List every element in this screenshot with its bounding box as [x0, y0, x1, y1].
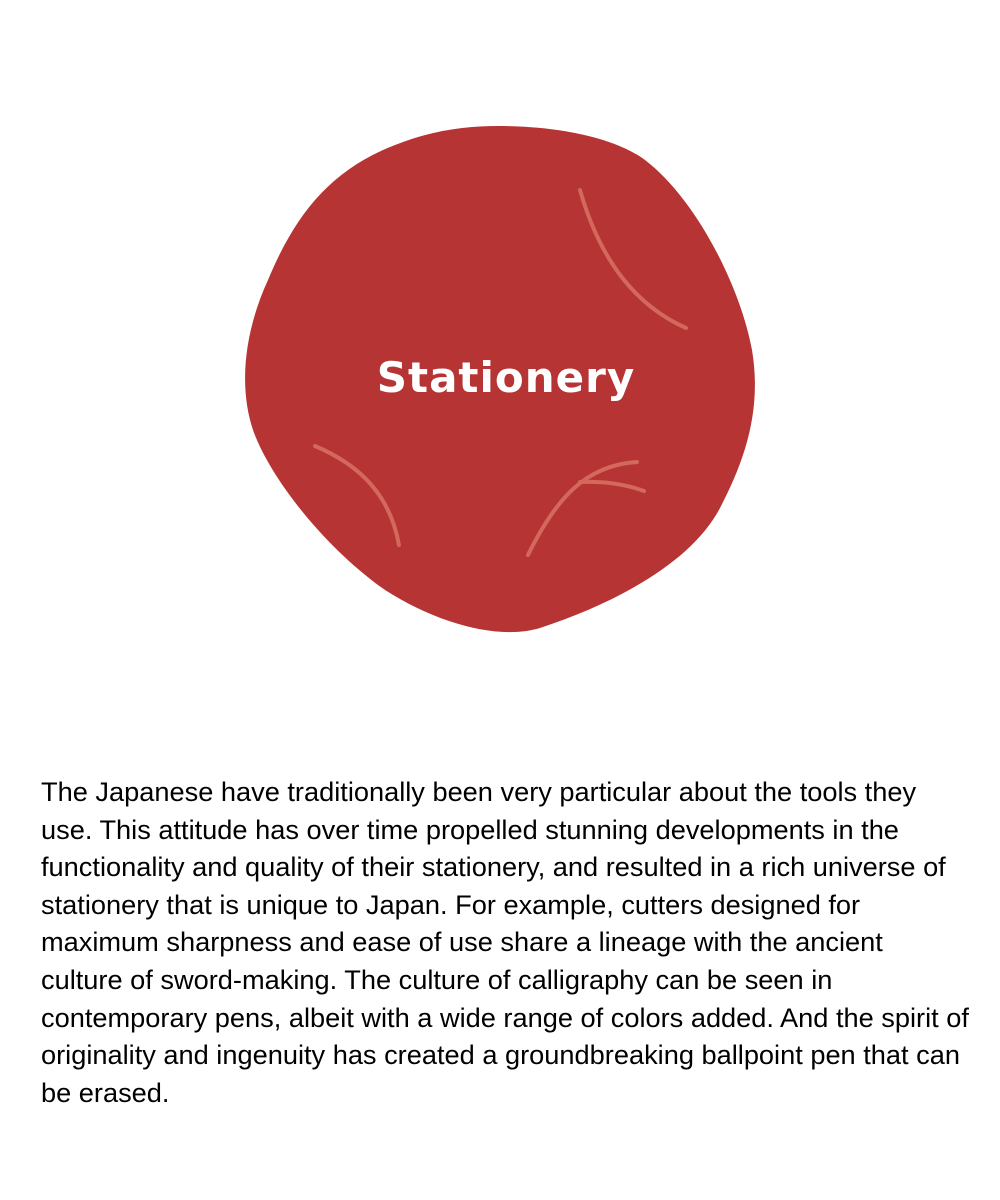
- category-description: The Japanese have traditionally been very particular about the tools they use. This attitude has over time propelled stunning developments in the functionality and quality of their stationery, and resulted in a rich universe of stationery that is unique to Japan. For example, cutters designed for maximum sharpness and ease of use share a lineage with the ancient culture of sword-making. The culture of calligraphy can be seen in contemporary pens, albeit with a wide range of colors added. And the spirit of originality and ingenuity has created a groundbreaking ballpoint pen that can be erased.: [41, 776, 969, 1108]
- category-title: Stationery: [376, 353, 636, 402]
